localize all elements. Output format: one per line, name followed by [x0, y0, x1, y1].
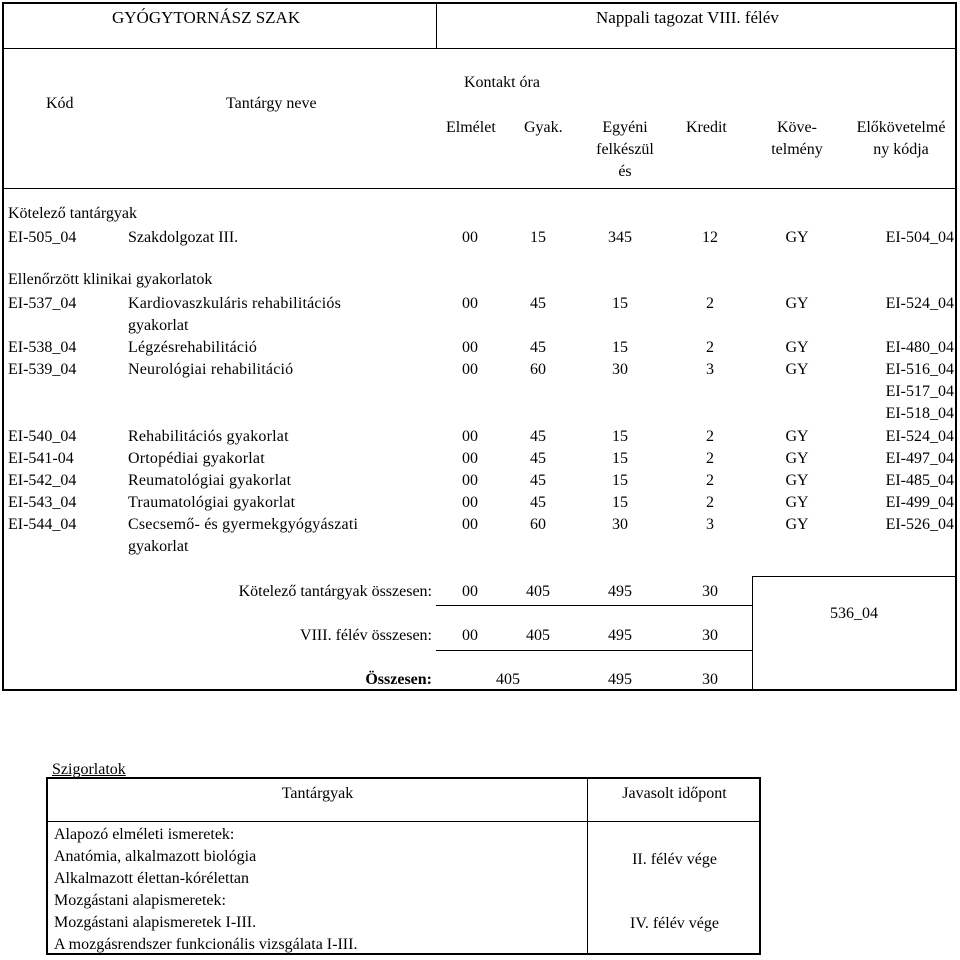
cell-gyak: 60	[530, 516, 546, 533]
col-elo-1: Előkövetelmé	[856, 119, 946, 136]
cell-kov: GY	[785, 472, 809, 489]
cell-kod: EI-540_04	[8, 428, 77, 445]
cell-gyak: 45	[530, 472, 546, 489]
col-elo-2: ny kódja	[873, 141, 929, 158]
total-felev-gyak: 405	[526, 627, 550, 644]
cell-elmelet: 00	[462, 472, 478, 489]
cell-kredit: 2	[706, 450, 714, 467]
szig-header-divider	[48, 821, 761, 822]
cell-kredit: 2	[706, 494, 714, 511]
cell-elmelet: 00	[462, 339, 478, 356]
cell-gyak: 45	[530, 494, 546, 511]
col-egyeni-1: Egyéni	[602, 119, 648, 136]
cell-nev: Légzésrehabilitáció	[128, 339, 258, 356]
cell-nev: Csecsemő- és gyermekgyógyászati	[128, 516, 359, 533]
header-divider	[2, 48, 957, 49]
cell-elmelet: 00	[462, 295, 478, 312]
cell-elmelet: 00	[462, 428, 478, 445]
col-kov-2: telmény	[771, 141, 823, 158]
cell-elo: EI-480_04	[885, 339, 954, 356]
cell-kod: EI-537_04	[8, 295, 77, 312]
cell-elmelet: 00	[462, 494, 478, 511]
cell-gyak: 45	[530, 428, 546, 445]
cell-nev-line2: gyakorlat	[128, 538, 189, 555]
table-left-border	[2, 2, 4, 691]
cell-kov: GY	[785, 428, 809, 445]
col-kontakt: Kontakt óra	[464, 74, 540, 91]
section-kotelezo: Kötelező tantárgyak	[8, 205, 137, 222]
szig-group2-line2: Mozgástani alapismeretek I-III.	[54, 914, 257, 931]
cell-kov: GY	[785, 516, 809, 533]
cell-elmelet: 00	[462, 450, 478, 467]
cell-elo: EI-516_04	[885, 361, 954, 378]
col-gyak: Gyak.	[524, 119, 563, 136]
cell-gyak: 45	[530, 339, 546, 356]
szig-col-idopont: Javasolt időpont	[622, 785, 727, 802]
cell-kod: EI-544_04	[8, 516, 77, 533]
col-nev: Tantárgy neve	[226, 95, 317, 112]
cell-elo: EI-526_04	[885, 516, 954, 533]
szig-group1-line1: Alapozó elméleti ismeretek:	[54, 826, 235, 843]
total-felev-label: VIII. félév összesen:	[300, 627, 432, 644]
cell-kod: EI-538_04	[8, 339, 77, 356]
cell-kredit: 2	[706, 295, 714, 312]
cell-nev: Traumatológiai gyakorlat	[128, 494, 296, 511]
cell-kredit: 2	[706, 472, 714, 489]
cell-nev: Kardiovaszkuláris rehabilitációs	[128, 295, 341, 312]
cell-nev: Rehabilitációs gyakorlat	[128, 428, 289, 445]
cell-kod: EI-505_04	[8, 229, 77, 246]
cell-elmelet: 00	[462, 229, 478, 246]
total-osszesen-gyak: 405	[496, 671, 520, 688]
cell-elo: EI-504_04	[885, 229, 954, 246]
cell-elo: EI-497_04	[885, 450, 954, 467]
cell-kod: EI-541-04	[8, 450, 74, 467]
cell-kod: EI-543_04	[8, 494, 77, 511]
szig-group2-line3: A mozgásrendszer funkcionális vizsgálata I-III.	[54, 936, 358, 953]
szigorlatok-title: Szigorlatok	[52, 761, 126, 778]
total-felev-kredit: 30	[702, 627, 718, 644]
cell-kov: GY	[785, 295, 809, 312]
cell-kov: GY	[785, 339, 809, 356]
cell-nev: Neurológiai rehabilitáció	[128, 361, 294, 378]
extra-top-border	[752, 576, 956, 577]
cell-kov: GY	[785, 494, 809, 511]
semester-title: Nappali tagozat VIII. félév	[596, 8, 779, 27]
cell-nev: Ortopédiai gyakorlat	[128, 450, 265, 467]
col-elmelet: Elmélet	[446, 119, 496, 136]
cell-kod: EI-539_04	[8, 361, 77, 378]
totals-divider-1	[436, 605, 752, 606]
cell-kov: GY	[785, 361, 809, 378]
cell-egyeni: 30	[612, 516, 628, 533]
cell-elo3: EI-518_04	[885, 405, 954, 422]
cell-elo: EI-485_04	[885, 472, 954, 489]
cell-gyak: 45	[530, 295, 546, 312]
total-osszesen-egyeni: 495	[608, 671, 632, 688]
szigorlatok-table	[46, 777, 761, 955]
col-egyeni-2: felkészül	[596, 141, 654, 158]
col-kredit: Kredit	[686, 119, 727, 136]
col-kov-1: Köve-	[777, 119, 817, 136]
cell-elo2: EI-517_04	[885, 383, 954, 400]
table-top-border	[2, 2, 957, 4]
total-osszesen-label: Összesen:	[365, 671, 432, 688]
total-kotelezo-label: Kötelező tantárgyak összesen:	[238, 583, 432, 600]
cell-kredit: 3	[706, 516, 714, 533]
cell-kredit: 2	[706, 428, 714, 445]
section-klinikai: Ellenőrzött klinikai gyakorlatok	[8, 271, 213, 288]
cell-egyeni: 15	[612, 494, 628, 511]
col-kod: Kód	[46, 95, 74, 112]
total-felev-egyeni: 495	[608, 627, 632, 644]
cell-egyeni: 15	[612, 339, 628, 356]
cell-kov: GY	[785, 450, 809, 467]
cell-kredit: 3	[706, 361, 714, 378]
colheader-divider	[2, 188, 957, 189]
total-kotelezo-gyak: 405	[526, 583, 550, 600]
szig-col-tantargyak: Tantárgyak	[281, 785, 354, 802]
extra-left-border	[752, 576, 753, 690]
title-divider	[436, 2, 437, 49]
cell-elmelet: 00	[462, 361, 478, 378]
total-kotelezo-egyeni: 495	[608, 583, 632, 600]
cell-egyeni: 15	[612, 472, 628, 489]
cell-kov: GY	[785, 229, 809, 246]
cell-egyeni: 345	[608, 229, 632, 246]
total-osszesen-kredit: 30	[702, 671, 718, 688]
cell-egyeni: 30	[612, 361, 628, 378]
szig-group1-line3: Alkalmazott élettan-kórélettan	[54, 870, 250, 887]
cell-elo: EI-524_04	[885, 295, 954, 312]
cell-nev: Reumatológiai gyakorlat	[128, 472, 292, 489]
szig-group2-line1: Mozgástani alapismeretek:	[54, 892, 226, 909]
cell-gyak: 45	[530, 450, 546, 467]
cell-egyeni: 15	[612, 450, 628, 467]
cell-kredit: 2	[706, 339, 714, 356]
cell-kod: EI-542_04	[8, 472, 77, 489]
cell-elmelet: 00	[462, 516, 478, 533]
szig-group2-time: IV. félév vége	[630, 915, 719, 932]
cell-egyeni: 15	[612, 428, 628, 445]
total-kotelezo-elmelet: 00	[462, 583, 478, 600]
cell-nev-line2: gyakorlat	[128, 317, 189, 334]
total-kotelezo-kredit: 30	[702, 583, 718, 600]
cell-nev: Szakdolgozat III.	[128, 229, 239, 246]
cell-gyak: 60	[530, 361, 546, 378]
totals-divider-2	[436, 650, 752, 651]
szig-group1-time: II. félév vége	[632, 851, 717, 868]
szig-group1-line2: Anatómia, alkalmazott biológia	[54, 848, 257, 865]
cell-egyeni: 15	[612, 295, 628, 312]
total-felev-elmelet: 00	[462, 627, 478, 644]
col-egyeni-3: és	[618, 163, 632, 180]
table-right-border	[955, 2, 957, 691]
cell-elo: EI-499_04	[885, 494, 954, 511]
extra-code: 536_04	[830, 605, 878, 622]
cell-kredit: 12	[702, 229, 718, 246]
program-title: GYÓGYTORNÁSZ SZAK	[112, 8, 301, 27]
cell-gyak: 15	[530, 229, 546, 246]
cell-elo: EI-524_04	[885, 428, 954, 445]
